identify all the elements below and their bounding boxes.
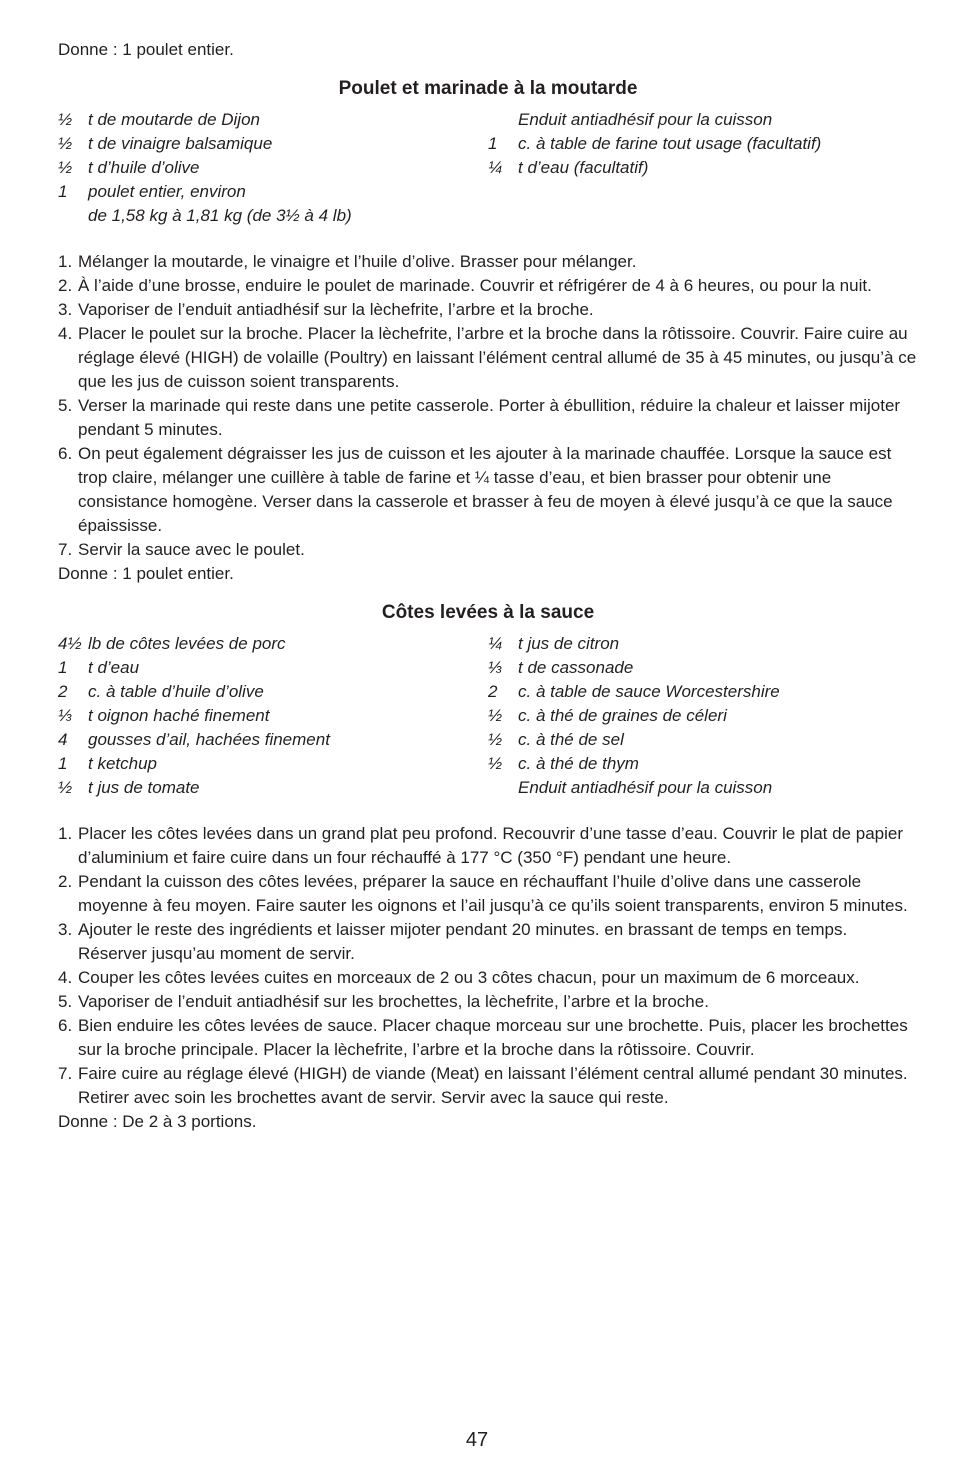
step-number: 1.	[58, 252, 73, 271]
ingredient-text: c. à thé de sel	[518, 730, 624, 749]
ingredient-quantity: ½	[488, 706, 503, 725]
recipe2-ingredients-right	[488, 632, 918, 800]
ingredient-quantity: 2	[58, 682, 68, 701]
ingredient-row	[58, 704, 488, 728]
ingredient-quantity: 1	[58, 754, 68, 773]
ingredient-quantity: 1	[488, 134, 498, 153]
recipe-page	[58, 38, 918, 1134]
ingredient-text: c. à table d’huile d’olive	[88, 682, 264, 701]
step-text: Vaporiser de l’enduit antiadhésif sur la lèchefrite, l’arbre et la broche.	[78, 300, 594, 319]
step-item	[58, 394, 918, 442]
recipe1-ingredients-right	[488, 108, 918, 228]
ingredient-quantity	[488, 108, 518, 132]
ingredient-text: c. à table de sauce Worcestershire	[518, 682, 780, 701]
ingredient-quantity: ⅓	[58, 706, 73, 725]
step-item	[58, 274, 918, 298]
ingredient-row	[58, 180, 488, 204]
ingredient-row	[58, 632, 488, 656]
recipe2-ingredients	[58, 632, 918, 800]
ingredient-row	[488, 728, 918, 752]
recipe2-ingredients-left	[58, 632, 488, 800]
ingredient-quantity: ½	[58, 110, 73, 129]
ingredient-row	[488, 656, 918, 680]
ingredient-row	[488, 156, 918, 180]
step-number: 5.	[58, 992, 73, 1011]
ingredient-quantity: 2	[488, 682, 498, 701]
ingredient-text: Enduit antiadhésif pour la cuisson	[518, 778, 773, 797]
ingredient-quantity: ½	[58, 778, 73, 797]
ingredient-row	[488, 132, 918, 156]
ingredient-row	[488, 108, 918, 132]
step-text: On peut également dégraisser les jus de cuisson et les ajouter à la marinade chauffée. Lorsque la sauce est trop claire, mélanger une cuillère à table de farine et ¼ tasse d’eau, et bien brasser pour obtenir une consistance homogène. Verser dans la casserole et brasser à feu de moyen à élevé jusqu’à ce que la sauce épaississe.	[78, 444, 893, 535]
step-number: 2.	[58, 872, 73, 891]
ingredient-quantity: ⅓	[488, 658, 503, 677]
recipe2-yield: Donne : De 2 à 3 portions.	[58, 1112, 257, 1131]
ingredient-text: t de vinaigre balsamique	[88, 134, 273, 153]
ingredient-text: t ketchup	[88, 754, 157, 773]
ingredient-text: t de cassonade	[518, 658, 634, 677]
step-item	[58, 966, 918, 990]
ingredient-quantity: ¼	[488, 634, 503, 653]
step-text: Servir la sauce avec le poulet.	[78, 540, 305, 559]
ingredient-text: c. à table de farine tout usage (facultatif)	[518, 134, 822, 153]
ingredient-row	[58, 728, 488, 752]
step-number: 7.	[58, 1064, 73, 1083]
ingredient-row	[488, 752, 918, 776]
step-number: 6.	[58, 1016, 73, 1035]
ingredient-row	[488, 704, 918, 728]
ingredient-quantity: 4	[58, 730, 68, 749]
ingredient-text: t de moutarde de Dijon	[88, 110, 260, 129]
ingredient-row	[488, 632, 918, 656]
step-text: Bien enduire les côtes levées de sauce. Placer chaque morceau sur une brochette. Puis, placer les brochettes sur la broche principale. Placer la lèchefrite, l’arbre et la broche dans la rôtissoire. Couvrir.	[78, 1016, 908, 1059]
ingredient-text: t d’eau	[88, 658, 140, 677]
step-item	[58, 1062, 918, 1110]
step-number: 6.	[58, 444, 73, 463]
step-item	[58, 822, 918, 870]
step-text: Placer les côtes levées dans un grand plat peu profond. Recouvrir d’une tasse d’eau. Couvrir le plat de papier d’aluminium et faire cuire dans un four réchauffé à 177 °C (350 °F) pendant une heure.	[78, 824, 903, 867]
step-item	[58, 918, 918, 966]
recipe2-steps	[58, 822, 918, 1110]
ingredient-text: Enduit antiadhésif pour la cuisson	[518, 110, 773, 129]
step-text: Verser la marinade qui reste dans une petite casserole. Porter à ébullition, réduire la chaleur et laisser mijoter pendant 5 minutes.	[78, 396, 901, 439]
step-item	[58, 1014, 918, 1062]
recipe1-yield: Donne : 1 poulet entier.	[58, 564, 234, 583]
step-item	[58, 870, 918, 918]
step-number: 7.	[58, 540, 73, 559]
ingredient-quantity: ½	[58, 158, 73, 177]
ingredient-text: poulet entier, environ	[88, 182, 246, 201]
ingredient-quantity: 4½	[58, 634, 82, 653]
ingredient-quantity: ½	[488, 730, 503, 749]
recipe1-title: Poulet et marinade à la moutarde	[338, 78, 638, 99]
recipe1-ingredients	[58, 108, 918, 228]
ingredient-row	[58, 108, 488, 132]
step-number: 2.	[58, 276, 73, 295]
ingredient-quantity: ½	[488, 754, 503, 773]
ingredient-text: t oignon haché finement	[88, 706, 270, 725]
ingredient-row	[58, 656, 488, 680]
step-item	[58, 990, 918, 1014]
ingredient-row	[488, 680, 918, 704]
ingredient-text: t d’eau (facultatif)	[518, 158, 649, 177]
ingredient-quantity: ½	[58, 134, 73, 153]
ingredient-row	[58, 132, 488, 156]
ingredient-text: t d’huile d’olive	[88, 158, 200, 177]
ingredient-quantity: 1	[58, 658, 68, 677]
step-item	[58, 298, 918, 322]
ingredient-quantity	[58, 204, 88, 228]
ingredient-row	[58, 752, 488, 776]
step-text: Ajouter le reste des ingrédients et laisser mijoter pendant 20 minutes. en brassant de temps en temps. Réserver jusqu’au moment de servir.	[78, 920, 848, 963]
step-number: 3.	[58, 920, 73, 939]
ingredient-row	[58, 776, 488, 800]
step-item	[58, 322, 918, 394]
ingredient-text: lb de côtes levées de porc	[88, 634, 286, 653]
step-text: Couper les côtes levées cuites en morceaux de 2 ou 3 côtes chacun, pour un maximum de 6 morceaux.	[78, 968, 860, 987]
ingredient-row	[58, 156, 488, 180]
ingredient-text: t jus de citron	[518, 634, 620, 653]
step-item	[58, 250, 918, 274]
step-number: 4.	[58, 324, 73, 343]
recipe1-ingredients-left	[58, 108, 488, 228]
step-text: Vaporiser de l’enduit antiadhésif sur les brochettes, la lèchefrite, l’arbre et la broche.	[78, 992, 709, 1011]
step-number: 1.	[58, 824, 73, 843]
step-text: Faire cuire au réglage élevé (HIGH) de viande (Meat) en laissant l’élément central allumé pendant 30 minutes. Retirer avec soin les brochettes avant de servir. Servir avec la sauce qui reste.	[78, 1064, 908, 1107]
recipe2-title: Côtes levées à la sauce	[381, 602, 595, 623]
step-text: Placer le poulet sur la broche. Placer la lèchefrite, l’arbre et la broche dans la rôtissoire. Couvrir. Faire cuire au réglage élevé (HIGH) de volaille (Poultry) en laissant l’élément central allumé de 35 à 45 minutes, ou jusqu’à ce que les jus de cuisson soient transparents.	[78, 324, 917, 391]
step-number: 5.	[58, 396, 73, 415]
step-text: Mélanger la moutarde, le vinaigre et l’huile d’olive. Brasser pour mélanger.	[78, 252, 637, 271]
page-number: 47	[465, 1429, 489, 1451]
top-yield: Donne : 1 poulet entier.	[58, 40, 234, 59]
ingredient-quantity: 1	[58, 182, 68, 201]
ingredient-text: de 1,58 kg à 1,81 kg (de 3½ à 4 lb)	[88, 206, 352, 225]
recipe1-steps	[58, 250, 918, 562]
ingredient-text: t jus de tomate	[88, 778, 200, 797]
ingredient-text: c. à thé de graines de céleri	[518, 706, 727, 725]
ingredient-text: gousses d’ail, hachées finement	[88, 730, 330, 749]
ingredient-quantity: ¼	[488, 158, 503, 177]
ingredient-row	[58, 680, 488, 704]
ingredient-quantity	[488, 776, 518, 800]
ingredient-row	[488, 776, 918, 800]
step-item	[58, 538, 918, 562]
step-item	[58, 442, 918, 538]
step-text: Pendant la cuisson des côtes levées, préparer la sauce en réchauffant l’huile d’olive dans une casserole moyenne à feu moyen. Faire sauter les oignons et l’ail jusqu’à ce qu’ils soient transparents, environ 5 minutes.	[78, 872, 908, 915]
ingredient-text: c. à thé de thym	[518, 754, 639, 773]
step-text: À l’aide d’une brosse, enduire le poulet de marinade. Couvrir et réfrigérer de 4 à 6 heures, ou pour la nuit.	[78, 276, 872, 295]
ingredient-row	[58, 204, 488, 228]
step-number: 4.	[58, 968, 73, 987]
step-number: 3.	[58, 300, 73, 319]
